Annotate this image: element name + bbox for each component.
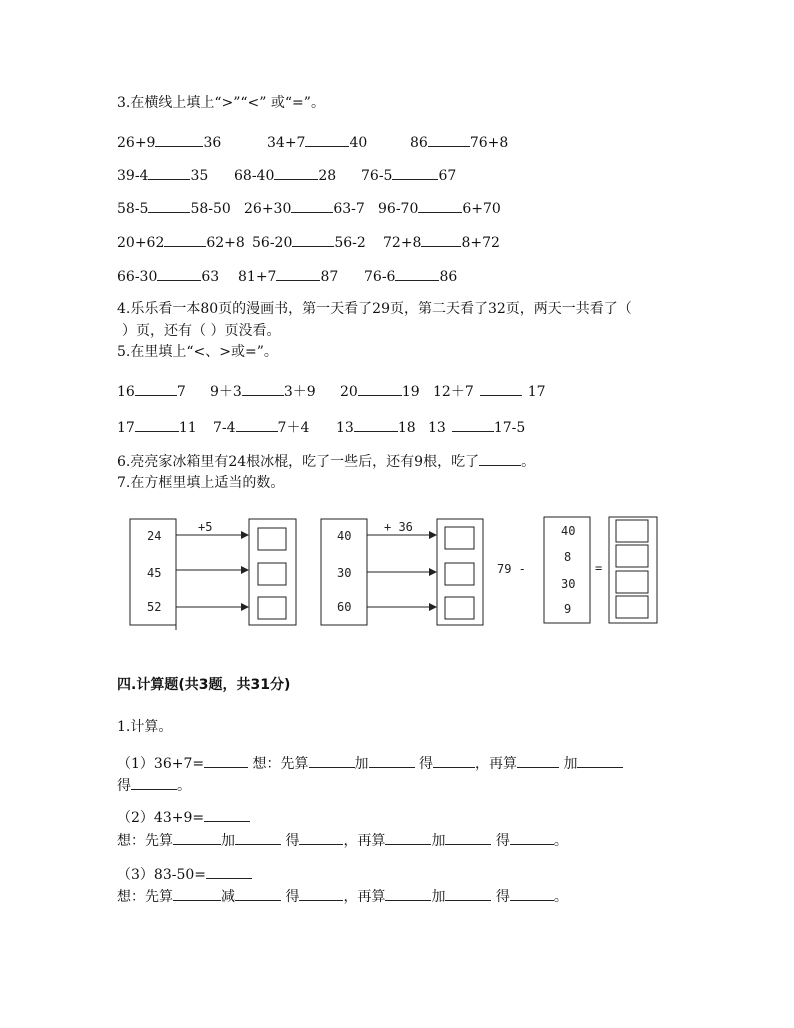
answer-blank[interactable]	[309, 753, 355, 768]
answer-box[interactable]	[616, 520, 648, 542]
answer-blank[interactable]	[299, 830, 343, 845]
q3-item: 76-5 67	[361, 165, 456, 185]
q3-item: 76-6 86	[364, 266, 457, 286]
calc-problem-1-cont: 得 。	[117, 775, 191, 795]
answer-blank[interactable]	[445, 830, 491, 845]
answer-blank[interactable]	[510, 830, 554, 845]
input-value: 60	[337, 600, 352, 614]
q5-item: 9＋3 3＋9	[210, 381, 340, 401]
q7-title: 7.在方框里填上适当的数。	[117, 475, 285, 491]
answer-blank[interactable]	[235, 830, 281, 845]
answer-blank[interactable]	[173, 830, 221, 845]
answer-blank[interactable]	[299, 886, 343, 901]
equals-sign: =	[595, 561, 603, 575]
q3-item: 58-5 58-50	[117, 198, 244, 218]
answer-box[interactable]	[616, 545, 648, 567]
section-4-title: 四.计算题(共3题，共31分)	[117, 677, 291, 693]
answer-blank[interactable]	[204, 807, 250, 822]
input-value: 9	[564, 602, 572, 616]
q3-item: 39-4 35	[117, 165, 234, 185]
answer-box[interactable]	[445, 563, 474, 585]
input-value: 8	[564, 550, 572, 564]
q5-item: 13 17-5	[428, 417, 525, 437]
answer-blank[interactable]	[433, 753, 475, 768]
q5-title: 5.在里填上“<、>或=”。	[117, 344, 278, 360]
input-value: 40	[561, 524, 576, 538]
q3-item: 72+8 8+72	[383, 232, 500, 252]
q5-item: 13 18	[336, 417, 428, 437]
input-value: 45	[147, 566, 162, 580]
q5-item: 12＋7 17	[433, 381, 546, 401]
answer-box[interactable]	[616, 596, 648, 618]
answer-blank[interactable]	[385, 886, 431, 901]
q3-item: 26+30 63-7	[244, 198, 378, 218]
answer-blank[interactable]	[445, 886, 491, 901]
q3-item: 34+7 40	[267, 132, 410, 152]
q3-item: 86 76+8	[410, 132, 508, 152]
q4-line-1: 4.乐乐看一本80页的漫画书，第一天看了29页，第二天看了32页，两天一共看了（	[117, 301, 632, 317]
input-value: 30	[561, 577, 576, 591]
q5-item: 16 7	[117, 381, 210, 401]
answer-blank[interactable]	[204, 753, 248, 768]
q5-item: 7-4 7＋4	[213, 417, 336, 437]
diagram-2	[321, 519, 483, 625]
calc-problem-1: （1）36+7= 想：先算 加 得 ，再算 加	[117, 753, 623, 773]
q3-item: 68-40 28	[234, 165, 361, 185]
answer-box[interactable]	[258, 563, 286, 585]
answer-blank[interactable]	[131, 775, 177, 790]
diagram-1	[130, 519, 296, 630]
operation-label: +5	[198, 520, 213, 534]
q6-line: 6.亮亮家冰箱里有24根冰棍，吃了一些后，还有9根，吃了 。	[117, 451, 535, 471]
answer-blank[interactable]	[510, 886, 554, 901]
answer-blank[interactable]	[206, 864, 252, 879]
answer-blank[interactable]	[369, 753, 415, 768]
subtraction-prefix: 79 -	[497, 562, 526, 576]
answer-blank[interactable]	[517, 753, 559, 768]
q3-item: 26+9 36	[117, 132, 267, 152]
q5-item: 17 11	[117, 417, 213, 437]
q3-title: 3.在横线上填上“>”“<” 或“=”。	[117, 95, 325, 111]
answer-box[interactable]	[445, 527, 474, 549]
operation-label: + 36	[384, 520, 413, 534]
input-value: 30	[337, 566, 352, 580]
q4-line-2: ）页，还有（ ）页没看。	[122, 323, 281, 339]
answer-blank[interactable]	[173, 886, 221, 901]
answer-box[interactable]	[445, 597, 474, 619]
answer-blank[interactable]	[577, 753, 623, 768]
calc-problem-3: （3）83-50=	[117, 864, 252, 884]
answer-box[interactable]	[258, 528, 286, 550]
answer-box[interactable]	[258, 597, 286, 619]
q5-item: 20 19	[340, 381, 433, 401]
answer-box[interactable]	[616, 571, 648, 593]
diagram-3	[497, 517, 657, 623]
q3-item: 96-70 6+70	[378, 198, 501, 218]
q3-item: 20+62 62+8	[117, 232, 252, 252]
input-value: 24	[147, 529, 162, 543]
answer-blank[interactable]	[385, 830, 431, 845]
calc-problem-3-cont: 想：先算 减 得 ，再算 加 得 。	[117, 886, 568, 906]
q3-item: 56-20 56-2	[252, 232, 383, 252]
input-value: 52	[147, 600, 162, 614]
q3-item: 81+7 87	[238, 266, 364, 286]
calc-problem-2-cont: 想：先算 加 得 ，再算 加 得 。	[117, 830, 568, 850]
calc-title: 1.计算。	[117, 719, 173, 735]
input-value: 40	[337, 529, 352, 543]
calc-problem-2: （2）43+9=	[117, 807, 250, 827]
q3-item: 66-30 63	[117, 266, 238, 286]
answer-blank[interactable]	[235, 886, 281, 901]
